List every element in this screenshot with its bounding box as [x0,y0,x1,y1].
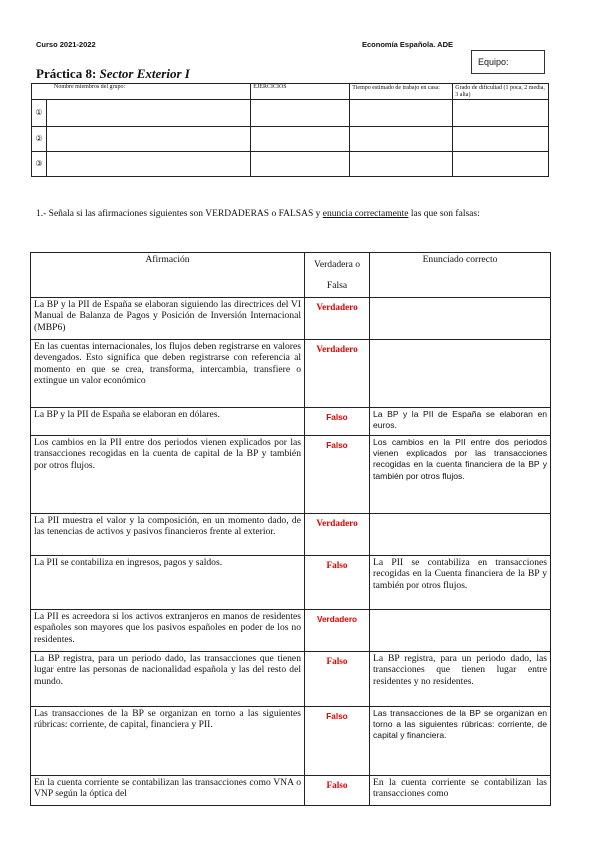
member-difficulty-cell[interactable] [453,127,549,152]
correct-cell[interactable]: Las transacciones de la BP se organizan en torno a las siguientes rúbricas: corriente, de capital y financiera. [370,707,551,776]
correct-cell[interactable] [370,610,551,652]
table-row [31,340,551,408]
members-col-name: Nombre miembros del grupo: [32,84,251,100]
statement-cell: Las transacciones de la BP se organizan en torno a las siguientes rúbricas: corriente, de capital, financiera y PII. [31,707,305,776]
member-num-2: ② [32,127,47,152]
correct-cell[interactable] [370,514,551,556]
title-name: Sector Exterior I [99,66,190,81]
verdict-cell[interactable]: Verdadero [305,514,370,556]
table-row [31,298,551,340]
statement-cell: En la cuenta corriente se contabilizan las transacciones como VNA o VNP según la óptica del [31,776,305,806]
statements-table [30,252,551,806]
page-title [36,66,190,82]
member-name-cell[interactable] [47,152,251,177]
statement-cell: La PII muestra el valor y la composición, en un momento dado, de las tenencias de activos y pasivos financieros frente al exterior. [31,514,305,556]
correct-cell[interactable] [370,340,551,408]
member-difficulty-cell[interactable] [453,100,549,127]
verdict-cell[interactable]: Falso [305,408,370,436]
member-difficulty-cell[interactable] [453,152,549,177]
verdict-cell[interactable]: Falso [305,776,370,806]
verdict-cell[interactable]: Falso [305,652,370,707]
header-verdict: Verdadera o Falsa [305,253,370,298]
correct-cell[interactable]: En la cuenta corriente se contabilizan las transacciones como [370,776,551,806]
subject-label: Economía Española. ADE [362,40,453,49]
statement-cell: La BP registra, para un periodo dado, las transacciones que tienen lugar entre las personas de nacionalidad española y las del resto del mundo. [31,652,305,707]
verdict-cell[interactable]: Falso [305,556,370,610]
table-row [31,514,551,556]
members-col-exercises: EJERCICIOS [251,84,350,100]
statement-cell: En las cuentas internacionales, los flujos deben registrarse en valores devengados. Esto significa que deben registrarse con referencia al momento en que se crea, transforma, intercambia, transfiere o extingue un valor económico [31,340,305,408]
statement-cell: Los cambios en la PII entre dos periodos vienen explicados por las transacciones recogidas en la cuenta de capital de la BP y también por otros flujos. [31,436,305,514]
member-exercises-cell[interactable] [251,152,350,177]
question-text: 1.- Señala si las afirmaciones siguientes son VERDADERAS o FALSAS y enuncia correctamente las que son falsas: [36,209,480,219]
team-field[interactable] [471,50,545,74]
statement-cell: La PII es acreedora si los activos extranjeros en manos de residentes españoles son mayores que los pasivos españoles en poder de los no residentes. [31,610,305,652]
statement-cell: La BP y la PII de España se elaboran en dólares. [31,408,305,436]
header-correct: Enunciado correcto [370,253,551,298]
members-table [31,83,549,177]
table-row [31,652,551,707]
member-exercises-cell[interactable] [251,100,350,127]
verdict-cell[interactable]: Verdadero [305,298,370,340]
header-statement: Afirmación [31,253,305,298]
verdict-cell[interactable]: Verdadero [305,340,370,408]
member-num-1: ① [32,100,47,127]
member-time-cell[interactable] [350,100,453,127]
member-exercises-cell[interactable] [251,127,350,152]
correct-cell[interactable]: La BP registra, para un periodo dado, las transacciones que tienen lugar entre residentes y no residentes. [370,652,551,707]
verdict-cell[interactable]: Verdadero [305,610,370,652]
member-num-3: ③ [32,152,47,177]
table-row [31,776,551,806]
verdict-cell[interactable]: Falso [305,436,370,514]
team-label: Equipo: [478,57,509,67]
member-name-cell[interactable] [47,100,251,127]
correct-cell[interactable] [370,298,551,340]
member-time-cell[interactable] [350,152,453,177]
course-label: Curso 2021-2022 [36,40,96,49]
title-prefix: Práctica 8: [36,66,97,81]
verdict-cell[interactable]: Falso [305,707,370,776]
members-col-time: Tiempo estimado de trabajo en casa: [350,84,453,100]
statement-cell: La PII se contabiliza en ingresos, pagos y saldos. [31,556,305,610]
table-row [31,408,551,436]
correct-cell[interactable]: La BP y la PII de España se elaboran en euros. [370,408,551,436]
table-row [31,707,551,776]
correct-cell[interactable]: La PII se contabiliza en transacciones recogidas en la Cuenta financiera de la BP y también por otros flujos. [370,556,551,610]
member-time-cell[interactable] [350,127,453,152]
table-row [31,556,551,610]
member-name-cell[interactable] [47,127,251,152]
members-col-difficulty: Grado de dificultad (1 poca, 2 media, 3 alta) [453,84,549,100]
table-row [31,436,551,514]
table-row [31,610,551,652]
statement-cell: La BP y la PII de España se elaboran siguiendo las directrices del VI Manual de Balanza de Pagos y Posición de Inversión Internacional (MBP6) [31,298,305,340]
correct-cell[interactable]: Los cambios en la PII entre dos periodos vienen explicados por las transacciones recogidas en la cuenta financiera de la BP y también por otros flujos. [370,436,551,514]
